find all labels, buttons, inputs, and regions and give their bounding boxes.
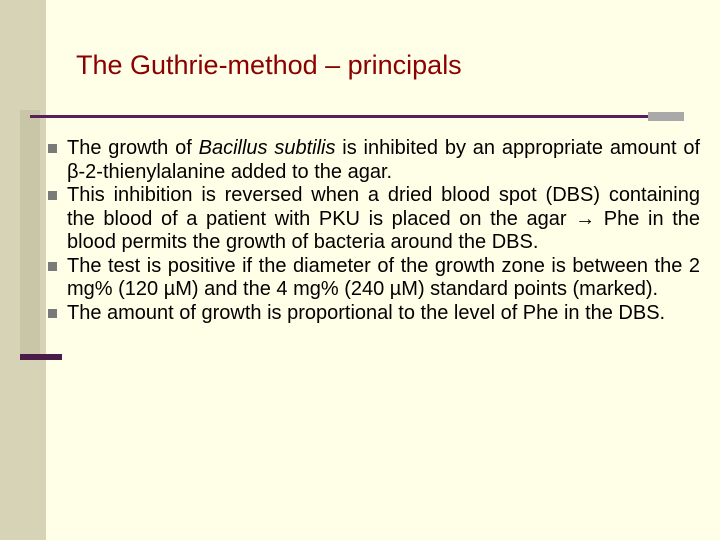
bullet-square-icon — [48, 144, 57, 153]
bullet-list — [48, 137, 700, 325]
bullet-text-before: The growth of — [67, 137, 199, 159]
title-divider-end-block — [648, 112, 684, 121]
bullet-square-icon — [48, 309, 57, 318]
bullet-text: The amount of growth is proportional to the level of Phe in the DBS. — [67, 301, 666, 324]
slide-title: The Guthrie-method – principals — [76, 50, 462, 80]
bullet-item — [48, 255, 700, 302]
bullet-square-icon — [48, 191, 57, 200]
bullet-text: The test is positive if the diameter of the growth zone is between the 2 mg% (120 µM) and the 4 mg% (240 µM) standard points (marked). — [67, 254, 700, 300]
bullet-item — [48, 184, 700, 255]
bullet-item — [48, 302, 700, 326]
bullet-item — [48, 137, 700, 184]
title-divider — [30, 115, 648, 118]
left-accent-bar — [20, 110, 40, 360]
bullet-text: This inhibition is reversed when a dried blood spot (DBS) containing the blood of a patient with PKU is placed on the agar → Phe in the blood permits the growth of bacteria around the DBS. — [67, 184, 700, 253]
bullet-text-after: is inhibited by an appropriate amount of β-2-thienylalanine added to the agar. — [67, 137, 701, 183]
bullet-text-emphasis: Bacillus subtilis — [198, 137, 336, 159]
bullet-square-icon — [48, 262, 57, 271]
